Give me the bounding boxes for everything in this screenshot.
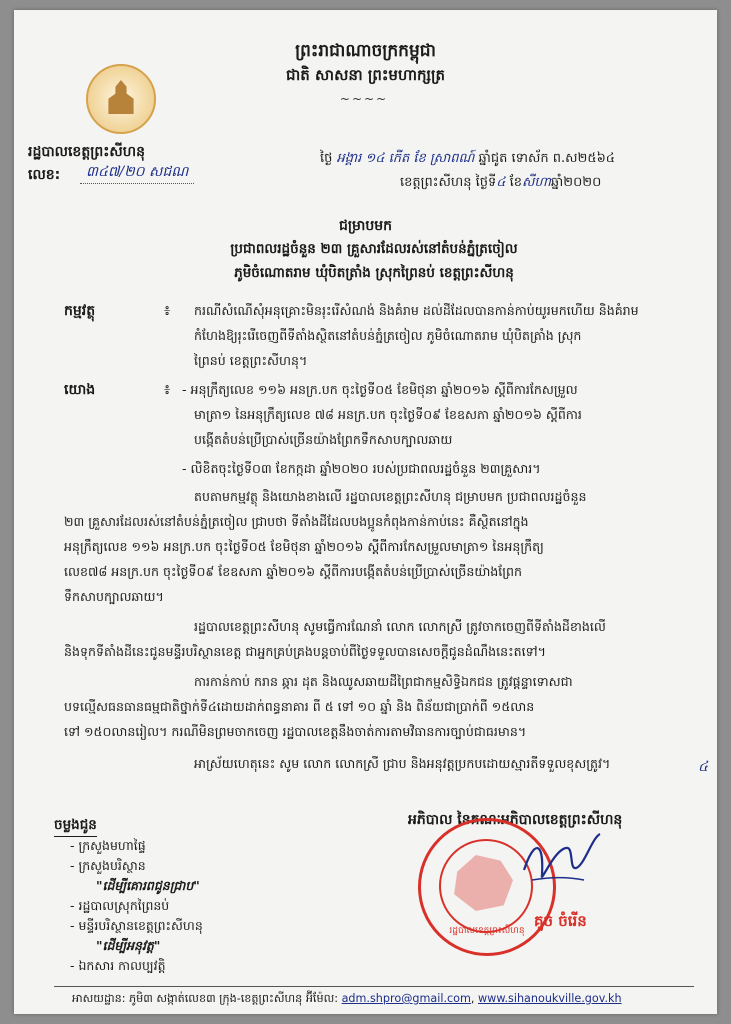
footer-divider	[54, 986, 694, 987]
recipient-line-1: ប្រជាពលរដ្ឋចំនួន ២៣ គ្រួសារដែលរស់នៅតំបន់ភ្នំត្រចៀល	[230, 241, 518, 257]
reference-item-2: - លិខិតចុះថ្ងៃទី០៣ ខែកក្កដា ឆ្នាំ២០២០ របស់ប្រជាពលរដ្ឋចំនួន ២៣គ្រួសារ។	[182, 461, 541, 476]
body-p1-line-5: ទឹកសាបក្បាលឆាយ។	[64, 589, 164, 604]
footer-separator: ,	[470, 992, 475, 1005]
lunar-handwritten: អង្គារ ១៤ កើត ខែ ស្រាពណ៍	[336, 151, 475, 166]
solar-day: ៤	[496, 175, 506, 190]
footer-address: អាសយដ្ឋាន: ភូមិ៣ សង្កាត់លេខ៣ ក្រុង-ខេត្តព្រះសីហនុ អ៊ីម៉ែល:	[72, 992, 338, 1005]
letter-page	[14, 10, 717, 1014]
cc-item: - មន្ទីរបរិស្ថានខេត្តព្រះសីហនុ	[70, 918, 203, 933]
subject-line-3: ព្រៃនប់ ខេត្តព្រះសីហនុ។	[194, 353, 308, 368]
footer-website-link[interactable]: www.sihanoukville.gov.kh	[478, 992, 622, 1005]
stamp-text: រដ្ឋបាលខេត្តព្រះសីហនុ	[449, 926, 525, 936]
handwritten-signature	[514, 830, 604, 890]
provincial-seal-logo	[86, 64, 156, 134]
reference-item-1-line-1: - អនុក្រឹត្យលេខ ១១៦ អនក្រ.បក ចុះថ្ងៃទី០៥ ខែមិថុនា ឆ្នាំ២០១៦ ស្តីពីការកែសម្រួល	[182, 382, 578, 397]
solar-year: ឆ្នាំ២០២០	[550, 175, 602, 190]
lunar-suffix: ឆ្នាំជូត ទោស័ក ព.ស២៥៦៤	[478, 151, 616, 166]
ref-label: លេខ:	[28, 167, 61, 183]
subject-line-1: ករណីសំណើសុំអនុគ្រោះមិនរុះរើសំណង់ និងគំរាម ដល់ដីដែលបានកាន់កាប់យូរមកហើយ និងគំរាម	[194, 303, 639, 318]
lunar-prefix: ថ្ងៃ	[320, 151, 333, 166]
lunar-date	[320, 150, 615, 169]
solar-month-label: ខែ	[509, 175, 522, 190]
subject-colon: ៖	[164, 303, 171, 319]
recipient-line-2: ភូមិចំណោតរាម ឃុំបិតត្រាំង ស្រុកព្រៃនប់ ខេត្តព្រះសីហនុ	[234, 265, 514, 281]
cc-item: - ឯកសារ កាលប្បវត្តិ	[70, 958, 166, 973]
body-p2-line-2: និងទុកទីតាំងដីនេះជូនមន្ទីរបរិស្ថានខេត្ត ជាអ្នកគ្រប់គ្រងបន្តចាប់ពីថ្ងៃទទួលបានសេចក្តីជូនដំណឹងនេះតទៅ។	[64, 644, 546, 659]
cc-title: ចម្លងជូន	[54, 816, 97, 837]
body-p1-line-2: ២៣ គ្រួសារដែលរស់នៅតំបន់ភ្នំត្រចៀល ជ្រាបថា ទីតាំងដីដែលបងប្អូនកំពុងកាន់កាប់នេះ គឺស្ថិតនៅក្នុង	[64, 514, 529, 529]
motto-heading: ជាតិ សាសនា ព្រះមហាក្សត្រ	[286, 66, 445, 84]
solar-date	[400, 174, 601, 193]
reference-item-1-line-2: មាត្រា១ នៃអនុក្រឹត្យលេខ ៧៨ អនក្រ.បក ចុះថ្ងៃទី០៩ ខែឧសភា ឆ្នាំ២០១៦ ស្តីពីការ	[194, 407, 582, 422]
body-p4-line-1: អាស្រ័យហេតុនេះ សូម លោក លោកស្រី ជ្រាប និងអនុវត្តប្រកបដោយស្មារតីទទួលខុសត្រូវ។	[194, 756, 611, 771]
heading-separator: ~~~~	[339, 92, 389, 106]
body-p1-line-1: តបតាមកម្មវត្ថុ និងយោងខាងលើ រដ្ឋបាលខេត្តព្រះសីហនុ ជម្រាបមក ប្រជាពលរដ្ឋចំនួន	[194, 489, 587, 504]
footer	[72, 992, 622, 1008]
body-p2-line-1: រដ្ឋបាលខេត្តព្រះសីហនុ សូមធ្វើការណែនាំ លោក លោកស្រី ត្រូវចាកចេញពីទីតាំងដីខាងលើ	[194, 619, 606, 634]
body-p1-line-3: អនុក្រឹត្យលេខ ១១៦ អនក្រ.បក ចុះថ្ងៃទី០៥ ខែមិថុនា ឆ្នាំ២០១៦ ស្តីពីការកែសម្រួលមាត្រា១ នៃអនុក្រឹត្យ	[64, 539, 544, 554]
body-p3-line-1: ការកាន់កាប់ ករាន ឆ្ការ ដុត និងឈូសឆាយដីព្រៃជាកម្មសិទ្ធិឯកជន ត្រូវផ្តន្ទាទោសជា	[194, 674, 573, 689]
solar-prefix: ខេត្តព្រះសីហនុ ថ្ងៃទី	[400, 175, 497, 190]
cc-item-note: "ដើម្បីអនុវត្ត"	[96, 938, 161, 953]
cc-item: - ក្រសួងបរិស្ថាន	[70, 858, 146, 873]
reference-item-1-line-3: បង្កើតតំបន់ប្រើប្រាស់ច្រើនយ៉ាងព្រែកទឹកសាបក្បាលឆាយ	[194, 432, 453, 447]
notice-title: ជម្រាបមក	[338, 218, 393, 234]
cc-item: - ក្រសួងមហាផ្ទៃ	[70, 838, 146, 853]
signatory-name: គួច ចំរើន	[534, 912, 587, 930]
issuer-name: រដ្ឋបាលខេត្តព្រះសីហនុ	[28, 144, 145, 160]
ref-value: ៣៤៧/២០ ​​​សជណ	[80, 162, 194, 184]
body-p1-line-4: លេខ៧៨ អនក្រ.បក ចុះថ្ងៃទី០៩ ខែឧសភា ឆ្នាំ២០១៦ ស្តីពីការបង្កើតតំបន់ប្រើប្រាស់ច្រើនយ៉ាងព្រែក	[64, 564, 523, 579]
cc-item: - រដ្ឋបាលស្រុកព្រៃនប់	[70, 898, 170, 913]
subject-line-2: កំហែងឱ្យរុះរើចេញពីទីតាំងស្ថិតនៅតំបន់ភ្នំត្រចៀល ភូមិចំណោតរាម ឃុំបិតត្រាំង ស្រុក	[194, 328, 582, 343]
reference-colon: ៖	[164, 382, 171, 398]
handwritten-mark: ៤	[698, 759, 708, 775]
footer-email-link[interactable]: adm.shpro@gmail.com	[341, 992, 471, 1005]
subject-label: កម្មវត្ថុ	[64, 303, 96, 319]
kingdom-heading: ព្រះរាជាណាចក្រកម្ពុជា	[295, 41, 436, 61]
temple-icon	[107, 80, 135, 114]
solar-month: សីហា	[522, 175, 551, 190]
body-p3-line-3: ទៅ ១៥០លានរៀល។ ករណីមិនព្រមចាកចេញ រដ្ឋបាលខេត្តនឹងចាត់ការតាមវិធានការច្បាប់ជាធរមាន។	[64, 724, 527, 739]
body-p3-line-2: បទល្មើសធនធានធម្មជាតិថ្នាក់ទី៤ដោយដាក់ពន្ធនាគារ ពី ៥ ទៅ ១០ ឆ្នាំ និង ពិន័យជាប្រាក់ពី ១៥លាន	[64, 699, 535, 714]
signatory-title: អភិបាល នៃគណៈអភិបាលខេត្តព្រះសីហនុ	[408, 812, 623, 828]
cc-item-note: "ដើម្បីគោរពជូនជ្រាប"	[96, 878, 200, 893]
reference-label: យោង	[64, 382, 96, 398]
